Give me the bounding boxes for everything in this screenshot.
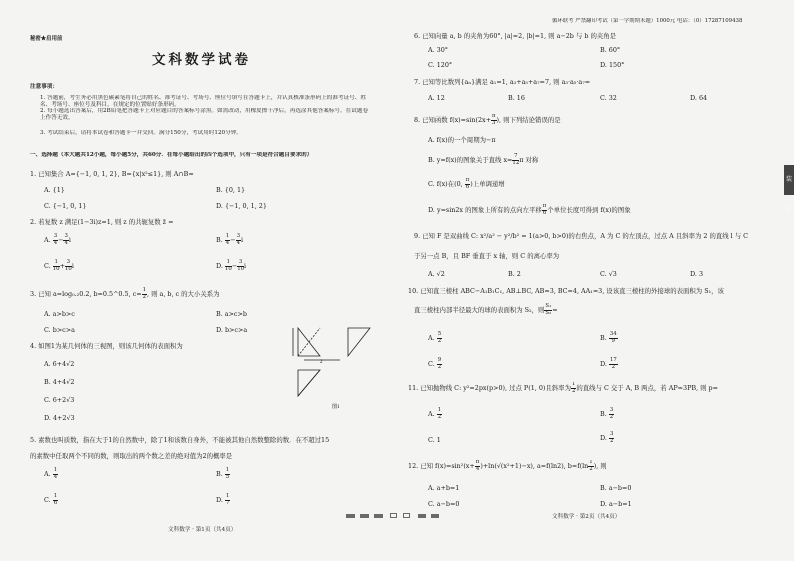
q2c-frac1: $\frac{1}{10}$ — [52, 259, 60, 272]
q2-option-d-label: D. — [216, 262, 225, 271]
q11-stem — [408, 382, 780, 394]
q2-option-c-label: C. — [44, 262, 53, 271]
q10-option-c — [428, 358, 442, 370]
q1-stem: 1. 已知集合 A={−1, 0, 1, 2}, B={x|x²≤1}, 则 A∩B= — [30, 170, 194, 178]
q12-option-c: C. a−b=0 — [428, 500, 460, 508]
q10-option-a — [428, 332, 442, 344]
q5-option-a-label: A. — [44, 470, 53, 479]
q5-option-b-label: B. — [216, 470, 225, 479]
q11-option-a-label: A. — [428, 410, 437, 419]
q4-option-a: A. 6+4√2 — [44, 360, 75, 368]
q12-option-a: A. a+b=1 — [428, 484, 460, 492]
q2d-frac1: $\frac{1}{10}$ — [224, 259, 232, 272]
q8-option-d-start: D. y=sin2x 的图象上所有的点向左平移 — [428, 206, 542, 215]
q5-option-d — [216, 494, 230, 506]
notice-item-3: 3. 考试结束后，请将本试卷和答题卡一并交回。满分150分，考试用时120分钟。 — [40, 130, 242, 136]
q10-stem-2-end: = — [552, 306, 558, 315]
q7-stem: 7. 已知等比数列{aₙ}满足 a₁=1, a₃+a₅+a₇=7, 则 a₃·a₅·a₇= — [414, 78, 591, 86]
q10-stem: 10. 已知直三棱柱 ABC−A₁B₁C₁, AB⊥BC, AB=3, BC=4, AA₁=3, 设该直三棱柱的外接球的表面积为 S₁，该 — [408, 287, 724, 295]
q9-option-b: B. 2 — [508, 270, 521, 278]
q12-option-b: B. a−b=0 — [600, 484, 632, 492]
q8-option-c-start: C. f(x)在(0, — [428, 180, 465, 189]
q3-stem-end: , 则 a, b, c 的大小关系为 — [147, 290, 220, 299]
notice-item-2: 2. 每小题选出答案后，用2B铅笔把答题卡上对应题目的答案标号涂黑。如需改动，用橡皮擦干净后，再选涂其他答案标号。在试题卷上作答无效。 — [40, 108, 369, 121]
q10-option-d — [600, 358, 618, 370]
fig-caption: 图1 — [332, 405, 340, 410]
q2a-frac1: $\frac{3}{4}$ — [53, 233, 58, 246]
q8-option-b-start: B. y=f(x)的图象关于直线 x= — [428, 156, 513, 165]
q10-option-a-label: A. — [428, 334, 437, 343]
q3-option-c: C. b>c>a — [44, 326, 75, 334]
binding-edge-tab: 装订 — [784, 165, 794, 195]
q1-option-d: D. {−1, 0, 1, 2} — [216, 202, 267, 210]
q10-ratio-frac: $\frac{\text{S₁}}{\text{S₂}}$ — [545, 303, 552, 316]
q2-option-b-label: B. — [216, 236, 225, 245]
q2b-frac1: $\frac{1}{4}$ — [225, 233, 230, 246]
q11-option-b-label: B. — [600, 410, 609, 419]
q11a-frac: $\frac{1}{2}$ — [437, 407, 442, 420]
q7-option-b: B. 16 — [508, 94, 525, 102]
footer-right: 文科数学 · 第2页（共4页） — [552, 514, 621, 520]
notice-heading: 注意事项： — [30, 84, 58, 90]
q5-stem-2: 的素数中任取两个不同的数，则取出的两个数之差的绝对值为2的概率是 — [30, 452, 233, 460]
q11-option-d — [600, 432, 614, 444]
q11b-frac: $\frac{3}{2}$ — [609, 407, 614, 420]
q5-option-d-label: D. — [216, 496, 225, 505]
right-page — [404, 0, 782, 561]
q3-stem-start: 3. 已知 a=log₀.₂0.2, b=0.5^0.5, c= — [30, 290, 142, 299]
q2c-frac2: $\frac{3}{10}$ — [64, 259, 72, 272]
q2-option-d: D. $\frac{1}{10}$ − $\frac{3}{10}$ i — [216, 259, 247, 272]
q3-option-b: B. a>c>b — [216, 310, 247, 318]
q1-option-c: C. {−1, 0, 1} — [44, 202, 87, 210]
q9-option-d: D. 3 — [690, 270, 704, 278]
q12-option-d: D. a−b=1 — [600, 500, 632, 508]
q8c-frac: $\frac{\pi}{6}$ — [465, 177, 470, 190]
q6-option-b: B. 60° — [600, 46, 621, 54]
q10-option-b — [600, 332, 618, 344]
q5-option-c-label: C. — [44, 496, 53, 505]
q4-option-b: B. 4+4√2 — [44, 378, 75, 386]
top-view-diagonal — [298, 370, 320, 396]
q8-option-c-end: )上单调递增 — [470, 180, 505, 189]
q8b-frac: $\frac{7}{12}$ — [512, 153, 520, 166]
q8-option-c — [428, 178, 505, 190]
fold-mark — [374, 514, 383, 518]
q9-option-a: A. √2 — [428, 270, 445, 278]
q10-option-c-label: C. — [428, 360, 437, 369]
q10-stem-2-start: 直三棱柱内部半径最大的球的表面积为 S₂，则 — [414, 306, 545, 315]
q1-option-a: A. {1} — [44, 186, 65, 194]
q10d-frac: $\frac{17}{2}$ — [609, 357, 617, 370]
q8-option-b-end: π 对称 — [519, 156, 539, 165]
q10a-frac: $\frac{5}{2}$ — [437, 331, 442, 344]
q3-stem — [30, 288, 220, 300]
q8-stem-start: 8. 已知函数 f(x)=sin(2x+ — [414, 116, 491, 125]
q10c-frac: $\frac{9}{2}$ — [437, 357, 442, 370]
q12-stem-mid: )+ln(√(x²+1)−x), a=f(ln2), b=f(ln — [480, 462, 589, 471]
q8-option-b — [428, 154, 538, 166]
q10-stem-2 — [414, 304, 558, 316]
q2-option-a: A. $\frac{3}{4}$ − $\frac{3}{4}$ i — [44, 233, 71, 246]
q8d-frac: $\frac{\pi}{6}$ — [542, 203, 547, 216]
fold-mark — [360, 514, 369, 518]
left-page — [20, 0, 398, 561]
q4-option-d: D. 4+2√3 — [44, 414, 75, 422]
q1-option-b: B. {0, 1} — [216, 186, 246, 194]
secret-mark: 秘密★启用前 — [30, 36, 63, 42]
q8-frac: $\frac{\pi}{3}$ — [492, 113, 496, 126]
top-right-header: 循环联考 严禁翻印考试（第一学期期末题）1000元 电话：（0）17287109438 — [552, 18, 743, 24]
q2a-frac2: $\frac{3}{4}$ — [64, 233, 68, 246]
q6-stem: 6. 已知向量 a, b 的夹角为60°, |a|=2, |b|=1, 则 a−2b 与 b 的夹角是 — [414, 32, 617, 40]
q8-stem — [414, 114, 561, 126]
q8-option-d — [428, 204, 631, 216]
three-view-figure — [290, 322, 380, 414]
page-title: 文科数学试卷 — [152, 52, 251, 68]
section-heading: 一、选择题（本大题共12小题，每小题5分，共60分．在每小题给出的四个选项中，只有一项是符合题目要求的） — [30, 152, 313, 158]
q7-option-d: D. 64 — [690, 94, 708, 102]
q5-option-c — [44, 494, 58, 506]
fold-mark-box — [390, 513, 397, 518]
q10-option-b-label: B. — [600, 334, 609, 343]
q4-stem: 4. 如图1为某几何体的三视图，则该几何体的表面积为 — [30, 342, 183, 350]
q11-option-d-label: D. — [600, 434, 609, 443]
q2-option-c: C. $\frac{1}{10}$ + $\frac{3}{10}$ i — [44, 259, 74, 272]
footer-left: 文科数学 · 第1页（共4页） — [168, 527, 237, 533]
q8-option-a: A. f(x)的一个周期为−π — [428, 136, 496, 144]
q2b-frac2: $\frac{3}{4}$ — [236, 233, 240, 246]
q6-option-d: D. 150° — [600, 61, 625, 69]
q2d-frac2: $\frac{3}{10}$ — [237, 259, 245, 272]
q5-option-a — [44, 468, 58, 480]
q5b-frac: $\frac{1}{5}$ — [225, 467, 230, 480]
q11-slope-frac: $\frac{1}{2}$ — [571, 382, 576, 394]
q11-stem-end: 的直线与 C 交于 A, B 两点，若 AP=3PB, 则 p= — [576, 384, 718, 393]
q12-stem-end: ), 则 — [593, 462, 607, 471]
q11d-frac: $\frac{3}{2}$ — [609, 431, 614, 444]
q4-option-c: C. 6+2√3 — [44, 396, 75, 404]
q9-stem-2: 于另一点 B，且 BF 垂直于 x 轴，则 C 的离心率为 — [414, 252, 560, 260]
q5-stem: 5. 素数也叫质数，指在大于1的自然数中，除了1和该数自身外，不能被其他自然数整除的数．在不超过15 — [30, 436, 330, 444]
q7-option-a: A. 12 — [428, 94, 445, 102]
q11-option-b — [600, 408, 614, 420]
q12-stem-start: 12. 已知 f(x)=sin²(x+ — [408, 462, 475, 471]
q2-option-a-label: A. — [44, 236, 53, 245]
q3-option-d: D. b>c>a — [216, 326, 248, 334]
fold-mark — [346, 514, 355, 518]
q8-option-d-end: 个单位长度可得到 f(x)的图象 — [547, 206, 631, 215]
q10b-frac: $\frac{34}{9}$ — [609, 331, 617, 344]
q6-option-c: C. 120° — [428, 61, 453, 69]
notice-item-1: 1. 答题前，考生务必用黑色碳素笔将自己的姓名、准考证号、考场号、座位号填写在答题卡上，并认真核准条形码上的准考证号、姓名、考场号、座位号及科目，在规定的位置贴好条形码。 — [40, 95, 366, 107]
q12-frac-a: $\frac{\pi}{4}$ — [475, 460, 480, 472]
q10-option-d-label: D. — [600, 360, 609, 369]
q8-stem-end: ), 则下列结论错误的是 — [496, 116, 561, 125]
q5d-frac: $\frac{1}{7}$ — [225, 493, 230, 506]
q9-stem: 9. 已知 F 是双曲线 C: x²/a² − y²/b² = 1(a>0, b>0)的右焦点，A 为 C 的左顶点，过点 A 且斜率为 2 的直线 l 与 C — [414, 232, 749, 240]
side-view-triangle — [348, 328, 370, 356]
q11-stem-start: 11. 已知抛物线 C: y²=2px(p>0), 过点 P(1, 0)且斜率为 — [408, 384, 571, 393]
fig-dim-label: 2 — [320, 360, 323, 365]
q5c-frac: $\frac{1}{6}$ — [53, 493, 58, 506]
q6-option-a: A. 30° — [428, 46, 449, 54]
q12-stem — [408, 460, 780, 472]
q9-option-c: C. √3 — [600, 270, 617, 278]
q3-option-a: A. a>b>c — [44, 310, 75, 318]
q12-frac-b: $\frac{1}{2}$ — [589, 460, 593, 472]
q2-stem: 2. 若复数 z 满足(1−3i)z=1, 则 z 的共轭复数 z̄ = — [30, 218, 174, 226]
q11-option-c: C. 1 — [428, 436, 441, 444]
q11-option-a — [428, 408, 442, 420]
q7-option-c: C. 32 — [600, 94, 617, 102]
q2-option-b: B. $\frac{1}{4}$ − $\frac{3}{4}$ i — [216, 233, 244, 246]
q3-frac: $\frac{1}{2}$ — [142, 287, 147, 300]
q5a-frac: $\frac{1}{4}$ — [53, 467, 58, 480]
q5-option-b — [216, 468, 230, 480]
